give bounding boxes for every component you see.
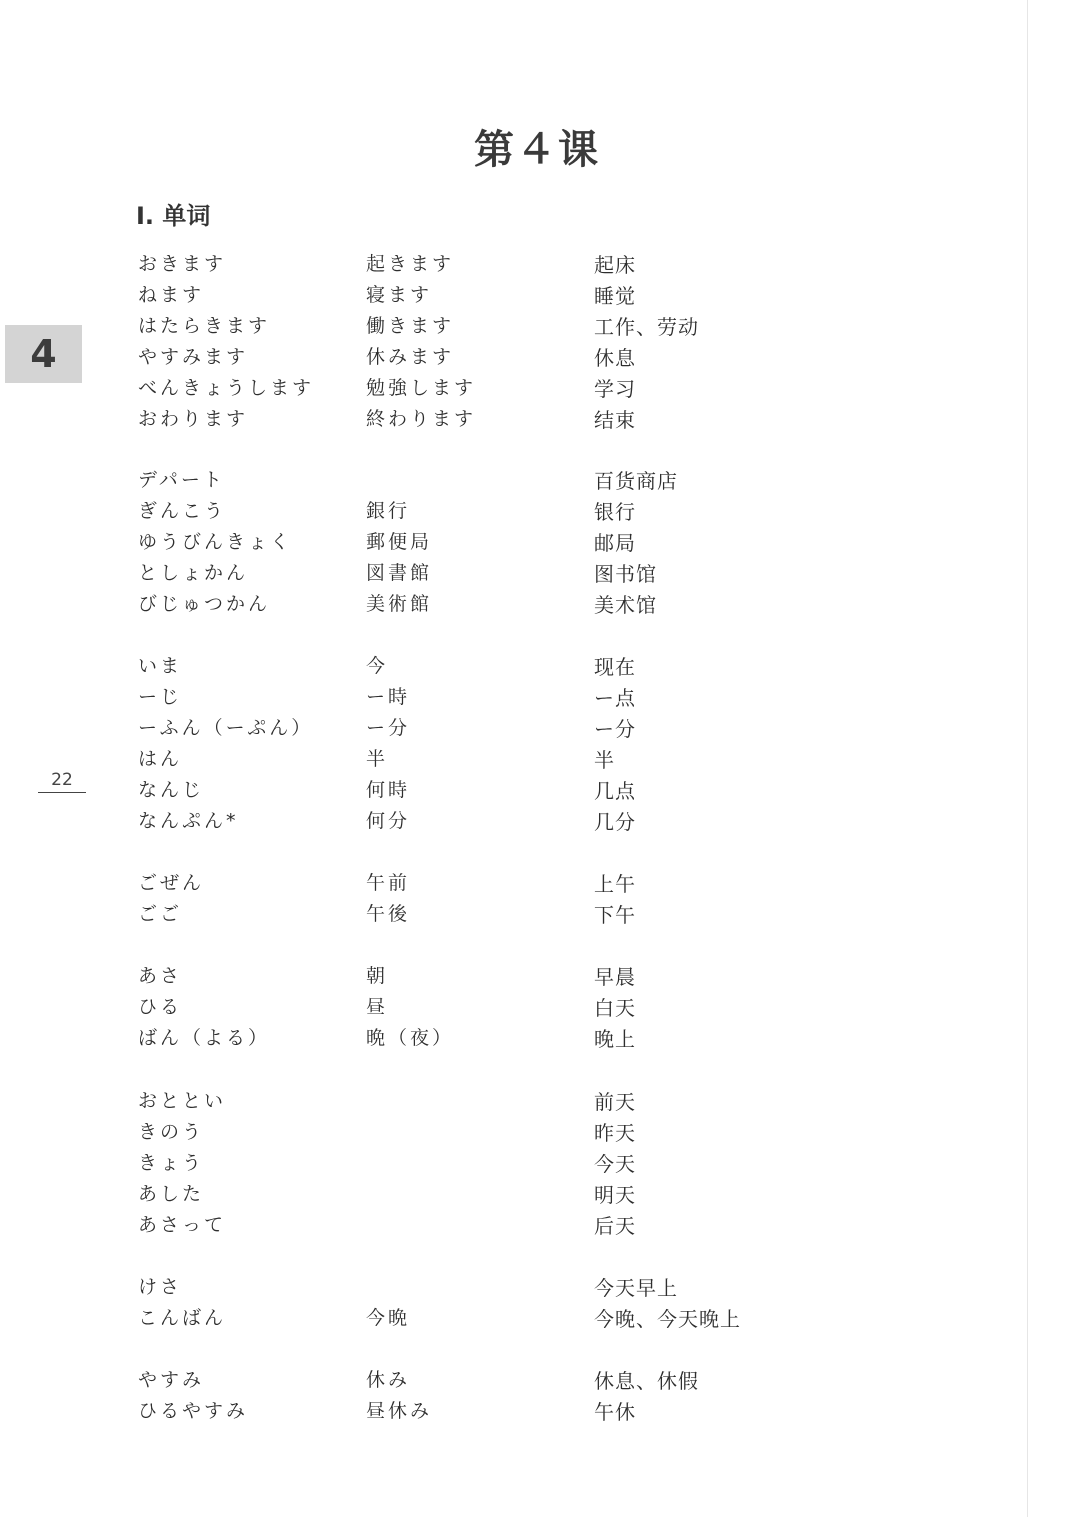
vocab-meaning: 图书馆	[594, 562, 657, 586]
vocab-kana: やすみます	[138, 346, 249, 368]
vocab-kana: きのう	[138, 1121, 205, 1143]
vocab-kana: ゆうびんきょく	[138, 531, 293, 553]
vocab-row	[0, 527, 1074, 557]
vocab-kana: びじゅつかん	[138, 593, 271, 615]
vocab-meaning: 结束	[594, 408, 636, 432]
vocab-row	[0, 1179, 1074, 1209]
vocab-meaning: 午休	[594, 1400, 636, 1424]
vocab-meaning: 美术馆	[594, 593, 657, 617]
vocab-kana: なんじ	[138, 779, 205, 801]
vocab-kana: あさ	[138, 965, 183, 987]
vocab-meaning: 半	[594, 748, 615, 772]
vocab-kana: おわります	[138, 408, 249, 430]
vocab-kanji: 朝	[366, 965, 389, 987]
vocab-kana: はたらきます	[138, 315, 271, 337]
vocab-row	[0, 806, 1074, 836]
vocab-meaning: 百货商店	[594, 469, 678, 493]
vocab-meaning: 起床	[594, 253, 636, 277]
vocab-kanji: 図書館	[366, 562, 433, 584]
vocab-row	[0, 496, 1074, 526]
vocab-kanji: 今	[366, 655, 389, 677]
vocab-kanji: 休み	[366, 1369, 411, 1391]
vocab-meaning: 下午	[594, 903, 636, 927]
vocab-meaning: 现在	[594, 655, 636, 679]
vocab-row	[0, 775, 1074, 805]
vocab-kana: ーふん（ーぷん）	[138, 717, 314, 739]
vocab-meaning: 后天	[594, 1214, 636, 1238]
vocab-row	[0, 311, 1074, 341]
vocab-row	[0, 249, 1074, 279]
vocab-row	[0, 1396, 1074, 1426]
vocab-kana: おととい	[138, 1090, 227, 1112]
vocab-row	[0, 651, 1074, 681]
vocab-kana: べんきょうします	[138, 377, 315, 399]
vocab-kana: けさ	[138, 1276, 183, 1298]
vocab-meaning: 几点	[594, 779, 636, 803]
vocab-row	[0, 1086, 1074, 1116]
vocab-row	[0, 1117, 1074, 1147]
vocab-meaning: 休息	[594, 346, 636, 370]
vocab-kanji: 午後	[366, 903, 411, 925]
vocab-kanji: 半	[366, 748, 389, 770]
vocab-meaning: 白天	[594, 996, 636, 1020]
vocab-kanji: 昼	[366, 996, 389, 1018]
vocab-kanji: 昼休み	[366, 1400, 433, 1422]
vocab-row	[0, 744, 1074, 774]
vocab-kanji: 働きます	[366, 315, 455, 337]
vocab-meaning: 今天	[594, 1152, 636, 1176]
vocab-kanji: 美術館	[366, 593, 433, 615]
vocab-meaning: 晚上	[594, 1027, 636, 1051]
vocab-row	[0, 558, 1074, 588]
vocab-meaning: 今晚、今天晚上	[594, 1307, 741, 1331]
vocab-row	[0, 1148, 1074, 1178]
vocab-kana: ぎんこう	[138, 500, 227, 522]
vocab-kanji: 何時	[366, 779, 411, 801]
vocab-kana: こんばん	[138, 1307, 227, 1329]
vocab-kanji: 勉強します	[366, 377, 477, 399]
vocab-meaning: 早晨	[594, 965, 636, 989]
vocab-kanji: 休みます	[366, 346, 455, 368]
vocab-kanji: 今晩	[366, 1307, 411, 1329]
vocab-row	[0, 404, 1074, 434]
vocab-meaning: 银行	[594, 500, 636, 524]
vocab-kana: いま	[138, 655, 183, 677]
vocab-kana: デパート	[138, 469, 225, 491]
vocab-kanji: ー分	[366, 717, 411, 739]
vocab-kanji: 午前	[366, 872, 411, 894]
vocab-meaning: 昨天	[594, 1121, 636, 1145]
vocab-kanji: 銀行	[366, 500, 411, 522]
section-heading: I. 单词	[136, 202, 211, 230]
vocab-meaning: 学习	[594, 377, 636, 401]
vocab-row	[0, 868, 1074, 898]
vocab-row	[0, 1303, 1074, 1333]
vocab-meaning: 休息、休假	[594, 1369, 699, 1393]
vocab-kana: ひるやすみ	[138, 1400, 249, 1422]
lesson-title: 第４课	[474, 127, 600, 173]
vocab-row	[0, 1365, 1074, 1395]
vocab-row	[0, 713, 1074, 743]
vocab-kana: なんぷん*	[138, 810, 239, 832]
vocab-meaning: 前天	[594, 1090, 636, 1114]
vocab-row	[0, 465, 1074, 495]
vocab-row	[0, 899, 1074, 929]
vocab-row	[0, 373, 1074, 403]
vocab-kanji: 終わります	[366, 408, 477, 430]
vocab-row	[0, 1210, 1074, 1240]
vocab-meaning: 今天早上	[594, 1276, 678, 1300]
page-number: 22	[38, 770, 86, 793]
vocab-kana: はん	[138, 748, 183, 770]
vocab-kana: ごご	[138, 903, 183, 925]
vocab-kana: あさって	[138, 1214, 227, 1236]
vocab-kana: やすみ	[138, 1369, 205, 1391]
vocab-meaning: 明天	[594, 1183, 636, 1207]
vocab-kanji: ー時	[366, 686, 411, 708]
vocab-kana: ねます	[138, 284, 205, 306]
vocab-kanji: 起きます	[366, 253, 455, 275]
vocab-meaning: 上午	[594, 872, 636, 896]
vocab-row	[0, 280, 1074, 310]
vocab-kana: ひる	[138, 996, 183, 1018]
vocab-row	[0, 589, 1074, 619]
vocab-meaning: 邮局	[594, 531, 636, 555]
vocab-kana: ごぜん	[138, 872, 205, 894]
vocab-kanji: 晩（夜）	[366, 1027, 455, 1049]
vocab-kanji: 何分	[366, 810, 411, 832]
vocab-row	[0, 342, 1074, 372]
vocab-row	[0, 961, 1074, 991]
vocab-row	[0, 1023, 1074, 1053]
vocab-meaning: 睡觉	[594, 284, 636, 308]
vocab-kanji: 郵便局	[366, 531, 433, 553]
vocab-row	[0, 682, 1074, 712]
vocab-kana: あした	[138, 1183, 205, 1205]
vocab-meaning: 工作、劳动	[594, 315, 699, 339]
vocab-kanji: 寝ます	[366, 284, 433, 306]
vocab-meaning: ー点	[594, 686, 636, 710]
vocab-kana: ーじ	[138, 686, 183, 708]
vocab-meaning: ー分	[594, 717, 636, 741]
vocab-kana: きょう	[138, 1152, 205, 1174]
vocab-row	[0, 992, 1074, 1022]
vocab-kana: ばん（よる）	[138, 1027, 271, 1049]
chapter-tab: 4	[5, 325, 82, 383]
vocab-meaning: 几分	[594, 810, 636, 834]
vocab-kana: としょかん	[138, 562, 249, 584]
vocab-row	[0, 1272, 1074, 1302]
vocab-kana: おきます	[138, 253, 227, 275]
